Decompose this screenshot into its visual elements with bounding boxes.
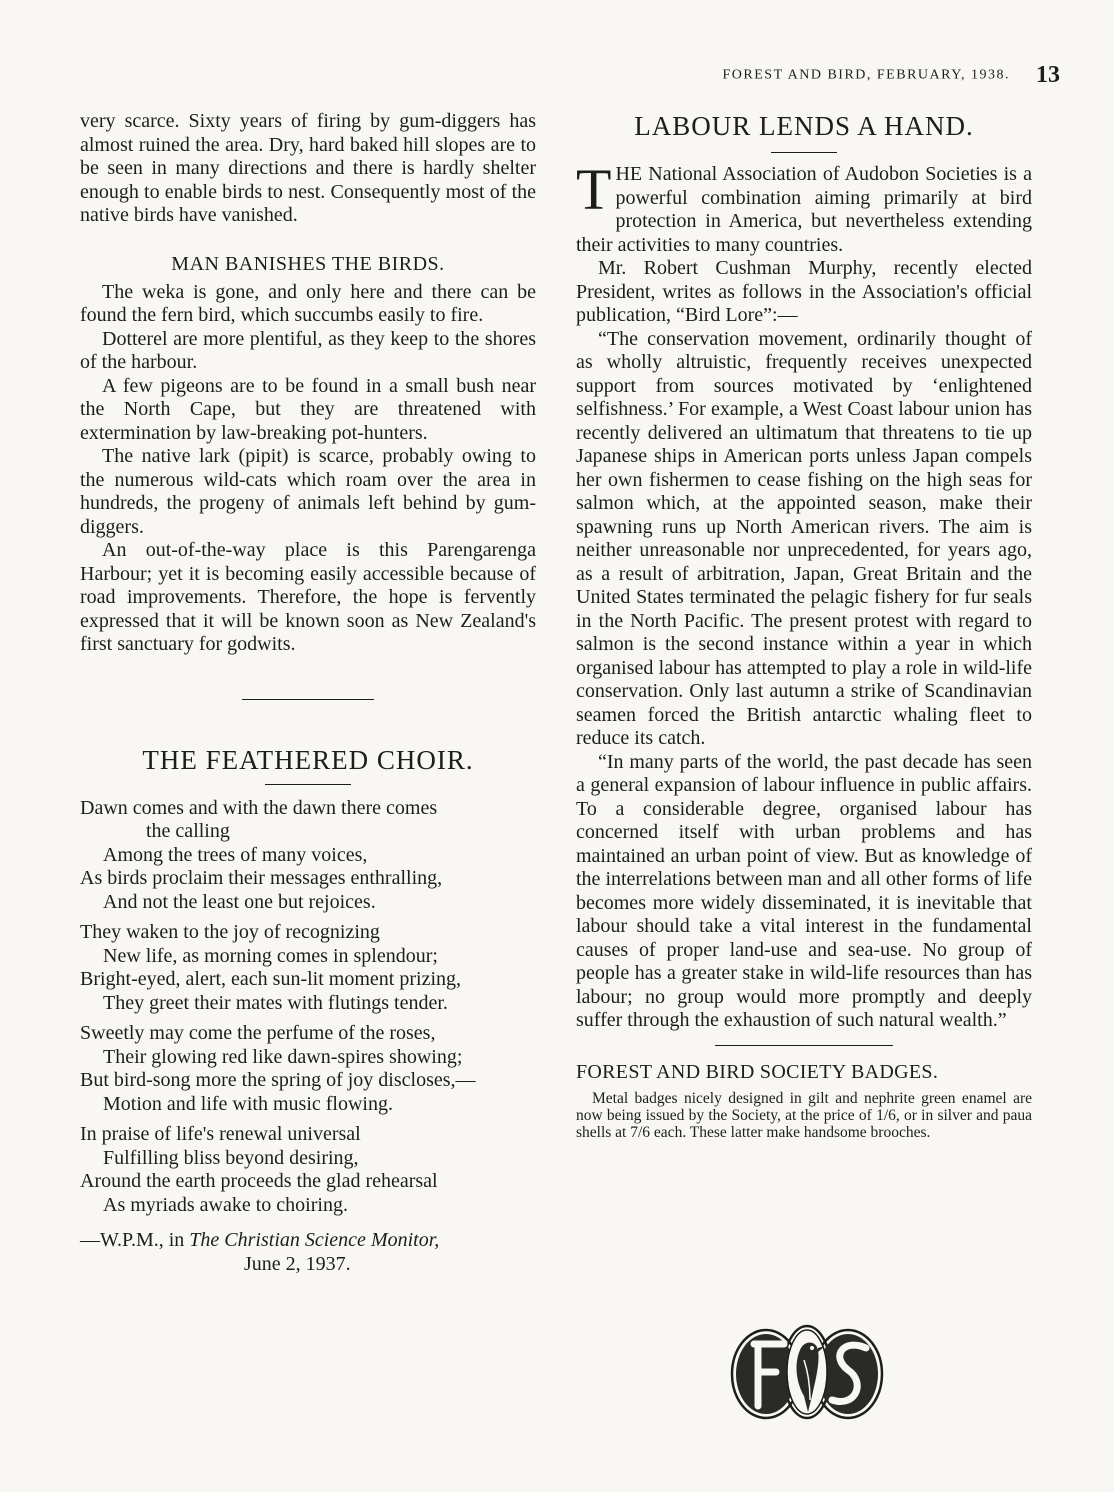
- right-column: [576, 110, 1032, 1141]
- drop-cap: T: [576, 157, 612, 222]
- continued-paragraph: very scarce. Sixty years of firing by gum-diggers has almost ruined the area. Dry, hard baked hill slopes are to be seen in many directions and there is hardly shelter enough to enable birds to nest. Consequently most of the native birds have vanished.: [80, 110, 536, 226]
- body-paragraph: The native lark (pipit) is scarce, probably owing to the numerous wild-cats which roam over the area in hundreds, the progeny of animals left behind by gum-diggers.: [80, 445, 536, 538]
- lead-text: HE National Association of Audobon Societies is a powerful combination aiming primarily at bird protection in America, but nevertheless extending their activities to many countries.: [576, 163, 1032, 256]
- poem-attribution: [80, 1229, 536, 1276]
- body-paragraph: The weka is gone, and only here and there can be found the fern bird, which succumbs easily to fire.: [80, 280, 536, 326]
- body-paragraph: Dotterel are more plentiful, as they keep to the shores of the harbour.: [80, 327, 536, 373]
- poem-line: And not the least one but rejoices.: [103, 890, 376, 913]
- body-paragraph: “In many parts of the world, the past decade has seen a general expansion of labour influence in public affairs. To a considerable degree, organised labour has concerned itself with urban problems and has maintained an urban point of view. But as knowledge of the interrelations between man and all other forms of life becomes more widely disseminated, it is inevitable that labour should take a vital interest in the fundamental causes of proper land-use and sea-use. No group of people has a greater stake in wild-life resources than has labour; no group would more promptly and deeply suffer through the exhaustion of such natural wealth.”: [576, 750, 1032, 1031]
- running-head: [640, 62, 1060, 92]
- poem-line: In praise of life's renewal universal: [80, 1123, 361, 1145]
- poem-line: As myriads awake to choiring.: [103, 1193, 348, 1216]
- running-title: FOREST AND BIRD, FEBRUARY, 1938.: [722, 67, 1010, 83]
- poem-line: Around the earth proceeds the glad rehearsal: [80, 1170, 438, 1192]
- body-paragraph: A few pigeons are to be found in a small bush near the North Cape, but they are threatened with extermination by law-breaking pot-hunters.: [80, 374, 536, 444]
- poem-line: Fulfilling bliss beyond desiring,: [103, 1146, 359, 1169]
- left-column: [80, 110, 536, 1276]
- poem-line: Their glowing red like dawn-spires showing;: [103, 1045, 463, 1068]
- poem-line: Among the trees of many voices,: [103, 843, 368, 866]
- poem-line: As birds proclaim their messages enthralling,: [80, 867, 443, 889]
- stanza: [80, 1123, 536, 1217]
- section-divider: [242, 699, 374, 700]
- poem-title: THE FEATHERED CHOIR.: [142, 744, 474, 775]
- badges-heading: FOREST AND BIRD SOCIETY BADGES.: [576, 1060, 939, 1083]
- attribution-source: The Christian Science Monitor,: [189, 1229, 440, 1251]
- page-number: 13: [1036, 62, 1060, 88]
- article-title: LABOUR LENDS A HAND.: [634, 111, 974, 141]
- section-divider: [715, 1045, 893, 1046]
- attribution-date: June 2, 1937.: [244, 1252, 351, 1275]
- poem-line: Bright-eyed, alert, each sun-lit moment prizing,: [80, 968, 461, 990]
- poem-line: Dawn comes and with the dawn there comes: [80, 796, 438, 819]
- poem-line: New life, as morning comes in splendour;: [103, 944, 438, 967]
- society-badge-logo: [726, 1316, 888, 1426]
- poem-line: They greet their mates with flutings tender.: [103, 991, 448, 1014]
- poem: [80, 797, 536, 1218]
- attribution-prefix: —W.P.M., in: [80, 1229, 190, 1251]
- stanza: [80, 921, 536, 1015]
- title-rule: [771, 152, 837, 153]
- stanza: [80, 1022, 536, 1116]
- section-heading: MAN BANISHES THE BIRDS.: [171, 252, 445, 275]
- poem-line: Motion and life with music flowing.: [103, 1092, 393, 1115]
- title-rule: [265, 784, 351, 785]
- poem-line: the calling: [146, 820, 230, 842]
- body-paragraph: “The conservation movement, ordinarily thought of as wholly altruistic, frequently receives unexpected support from sources motivated by ‘enlightened selfishness.’ For example, a West Coast labour union has recently delivered an ultimatum that threatens to tie up Japanese ships in American ports unless Japan compels her own fishermen to cease fishing on the high seas for salmon which, at the appointed season, make their spawning runs up North American rivers. The aim is neither unreasonable nor unprecedented, for years ago, as a result of arbitration, Japan, Great Britain and the United States terminated the pelagic fishery for fur seals in the North Pacific. The present protest with regard to salmon is the second instance within a year in which organised labour has attempted to play a role in wild-life conservation. Only last autumn a strike of Scandinavian seamen forced the British antarctic whaling fleet to reduce its catch.: [576, 327, 1032, 749]
- poem-line: But bird-song more the spring of joy discloses,—: [80, 1069, 476, 1091]
- body-paragraph: Mr. Robert Cushman Murphy, recently elected President, writes as follows in the Association's official publication, “Bird Lore”:—: [576, 257, 1032, 326]
- stanza: [80, 797, 536, 915]
- body-paragraph: An out-of-the-way place is this Parengarenga Harbour; yet it is becoming easily accessible because of road improvements. Therefore, the hope is fervently expressed that it will be known soon as New Zealand's first sanctuary for godwits.: [80, 539, 536, 655]
- poem-line: Sweetly may come the perfume of the roses,: [80, 1022, 436, 1044]
- badges-text: Metal badges nicely designed in gilt and nephrite green enamel are now being issued by the Society, at the price of 1/6, or in silver and paua shells at 7/6 each. These latter make handsome brooches.: [576, 1089, 1032, 1141]
- poem-line: They waken to the joy of recognizing: [80, 921, 380, 943]
- lead-paragraph: [576, 157, 1032, 257]
